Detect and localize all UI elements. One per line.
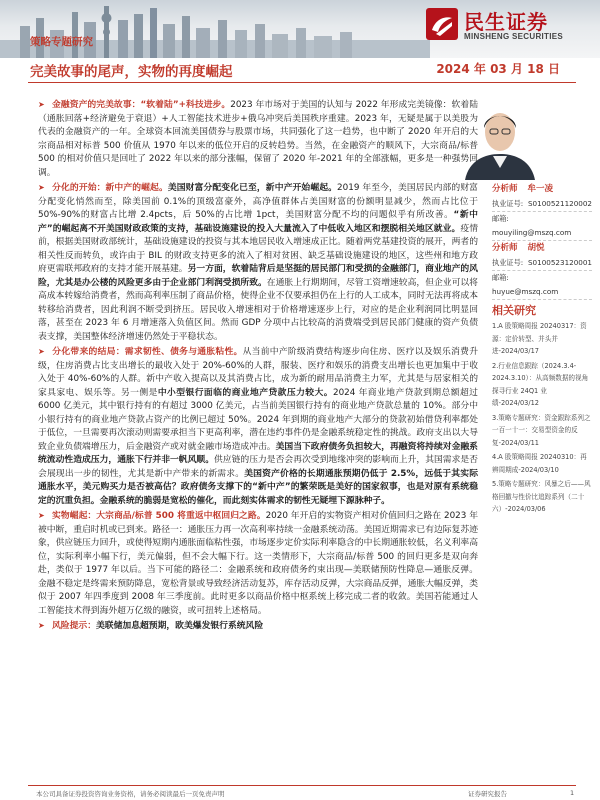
bullet-triangle-icon: ➤ (38, 511, 45, 520)
report-summary (38, 98, 478, 635)
related-research-list (492, 320, 592, 518)
analyst-email-link[interactable]: huyue@mszq.com (492, 287, 559, 296)
bullet-triangle-icon: ➤ (38, 347, 45, 356)
header-banner (0, 0, 600, 58)
analyst-cert: S0100523120001 (528, 258, 593, 267)
analyst-role: 分析师 (492, 184, 518, 194)
report-date: 2024 年 03 月 18 日 (436, 62, 560, 76)
related-research-item[interactable]: 1.A 股策略周报 20240317：资源：定价转型、并头并进-2024/03/17 (492, 322, 587, 355)
summary-paragraph-1: ➤ 金融资产的完美故事：“软着陆”+科技进步。2023 年市场对于美国的认知与 2022 年形成完美镜像：软着陆（通胀回落+经济避免于衰退）+人工智能技术进步+俄乌冲突后美国秩序重建。2023 年，无疑是属于以美股为代表的金融资产的一年。全球资本回流美国债券与股票市场，共同强化了这一趋势，也中断了 2020 年开启的大宗商品相对标普 500 价值从 1970 年以来的低位开启的反转趋势。当然，在金融资产的顺风下，大宗商品/标普 500 的相对价值只是回吐了 2022 年以来的部分涨幅，保留了 2020 年-2021 年的全部涨幅，更多是一种强势回调。 (38, 100, 479, 178)
brand-name-cn: 民生证券 (464, 10, 548, 34)
summary-paragraph-3: ➤ 分化带来的结局：需求韧性、债务与通胀粘性。从当前中产阶级消费结构逐步向住房、医疗以及娱乐消费升级，住房消费占比支出增长的最收入处于 20%-60%的人群，服装、医疗和娱乐的消费支出增长也更加集中于收入处于 40%-60%的人群。新中产收入提高以及其消费占比，成为新的耐用品消费主力军，尤其是与居家相关的家具家电、娱乐等。另一侧是中小型银行面临的商业地产贷款压力较大。2024 年商业地产贷款到期总额超过 6000 亿美元，其中银行持有的有超过 3000 亿美元，占当前美国银行持有的商业地产贷款总量的 10%。部分中小银行持有的商业地产贷款占资产的比例已超过 50%。2024 年到期的商业地产大部分的贷款初始借贷利率都处于低位，一旦需要再次滚动则需要承担当下更高利率，潜在违约事件仍是金融系统稳定性的挑战。政府支出以大导致企业负债端增压力，后金融资产或对就金融市场造成冲击。美国当下政府债务负担较大，再融资将持续对金融系统流动性造成压力，通胀下行并非一帆风顺。供应链的压力是否会再次受到地缘冲突的影响而上升，其国需求是否会展现出一步的韧性，尤其是新中产带来的新需求。美国资产价格的长期通胀预期仍低于 2.5%，远低于其实际通胀水平，美元购买力是否被高估？政府债务支撑下的“新中产”的繁荣既是美好的国家叙事，也是对原有系统稳定的沉重负担。金融系统的脆弱是宽松的催化，而此刻实体需求的韧性无疑埋下源脉种子。 (38, 347, 478, 506)
report-series: 策略专题研究 (30, 36, 93, 48)
title-divider (28, 82, 576, 83)
bullet-triangle-icon: ➤ (38, 621, 45, 630)
summary-paragraph-2: ➤ 分化的开始：新中产的崛起。美国财富分配变化已至，新中产开始崛起。2019 年至今，美国居民内部的财富分配变化悄然而至，除美国前 0.1%的顶级富豪外，高净值群体占美国财富的份额明显减少，然而占比位于 50%-90%的财富占比增 2.4pcts，后 50%的占比增 1pct，美国财富分配不均的问题似乎有所改善。“新中产”的崛起离不开美国财政政策的支持，基础设施建设的投入大量流入了中低收入地区和摆脱相关地区就业。疫情前，根据美国财政部统计，基础设施建设的投资与其本地居民收入增速成正比。随着两党基建投资的展开，两者的相关性反而转负，或许由于 BIL 的财政支持更多的流入了相对贫困、缺乏基础设施建设的地区，这些州和地方政府更需联邦政府的支持才能开展基建。另一方面，软着陆背后是坚挺的居民部门和受损的金融部门，商业地产的风险，尤其是办公楼的风险更多由于企业部门利润受损所致。在通胀上行期期间，尽管工资增速较高，但企业可以将高成本转嫁给消费者，然而高利率压制了商品价格，使得企业不仅要承担仍在上行的人工成本，同时无法再将成本转移给消费者，因此利润不断受到挤压。居民收入增速相对于价格增速逐步上行，对应的是企业利润同比明显回落，甚至在 2023 年 6 月增速落入负值区间。然而 GDP 分项中占比较高的消费端受到居民部门健康的资产负债表支撑，美国整体经济增速仍然处于平稳状态。 (38, 183, 478, 342)
analyst-card: 分析师 胡悦 执业证号: S0100523120001 邮箱:huyue@mszq.com (492, 241, 592, 300)
related-research-item[interactable]: 5.策略专题研究：风暴之后——风格回撤与性价比追踪系列（二十六）-2024/03/06 (492, 480, 591, 513)
footer-divider (28, 785, 576, 786)
related-research-item[interactable]: 3.策略专题研究：资金跟踪系列之一百一十一：交易型资金的反复-2024/03/11 (492, 413, 591, 447)
city-skyline-image (0, 0, 430, 58)
analyst-cert: S0100521120002 (528, 199, 593, 208)
report-title: 完美故事的尾声，实物的再度崛起 (30, 64, 233, 80)
related-research-title: 相关研究 (492, 304, 536, 317)
related-research-item[interactable]: 2.行业信息跟踪（2024.3.4-2024.3.10）：从高频数据的视角探寻行业 24Q1 业绩-2024/03/12 (492, 361, 589, 407)
brand-logo (426, 6, 586, 46)
page-number: 1 (570, 789, 575, 797)
analyst-name: 牟一凌 (527, 184, 554, 194)
brand-name-en: MINSHENG SECURITIES (464, 32, 564, 41)
brand-emblem-icon (426, 8, 458, 40)
analyst-role: 分析师 (492, 243, 518, 253)
related-research-item[interactable]: 4.A 股策略周报 20240310：再辨周期成-2024/03/10 (492, 453, 587, 474)
summary-paragraph-5: ➤ 风险提示：美联储加息超预期，欧美爆发银行系统风险 (38, 621, 264, 631)
analyst-info (492, 182, 592, 300)
analyst-card: 分析师 牟一凌 执业证号: S0100521120002 邮箱:mouyiling@mszq.com (492, 182, 592, 241)
bullet-triangle-icon: ➤ (38, 100, 45, 109)
summary-paragraph-4: ➤ 实物崛起：大宗商品/标普 500 将重返中枢回归之路。2020 年开启的实物资产相对价值回归之路在 2023 年被中断，重启时机或已到来。路径一：通胀压力再一次高利率持续一金融系统动荡。美国近期需求已有边际复苏迹象，供应链压力回升，或使得短期内通胀面临粘性强，市场逐步定价实际利率隐含的中长期通胀较低，名义利率高位，实际利率小幅下行，美元偏弱，但不会大幅下行。这一类情形下，大宗商品/标普 500 的回归更多是双向奔赴，类似于 1977 年以后。当下可能的路径二：金融系统和政府债务约束出现—美联储预防性降息—通胀反弹。金融不稳定是终需来预防降息，宽松背景或导致经济活动复苏，库存活动反弹，大宗商品反弹，通胀大幅反弹，类似于 2007 年四季度到 2008 年三季度前。此时更多以商品价格中枢系统上移完成二者的收敛。美国若能通过人工智能技术得到海外超万亿级的融资，或可扭转上述格局。 (38, 511, 478, 616)
footer-doc-label: 证券研究报告 (468, 790, 507, 798)
bullet-triangle-icon: ➤ (38, 183, 45, 192)
analyst-email-link[interactable]: mouyiling@mszq.com (492, 228, 572, 237)
analyst-name: 胡悦 (527, 243, 545, 253)
footer-disclaimer: 本公司具备证券投资咨询业务资格，请务必阅读最后一页免责声明 (36, 790, 225, 798)
